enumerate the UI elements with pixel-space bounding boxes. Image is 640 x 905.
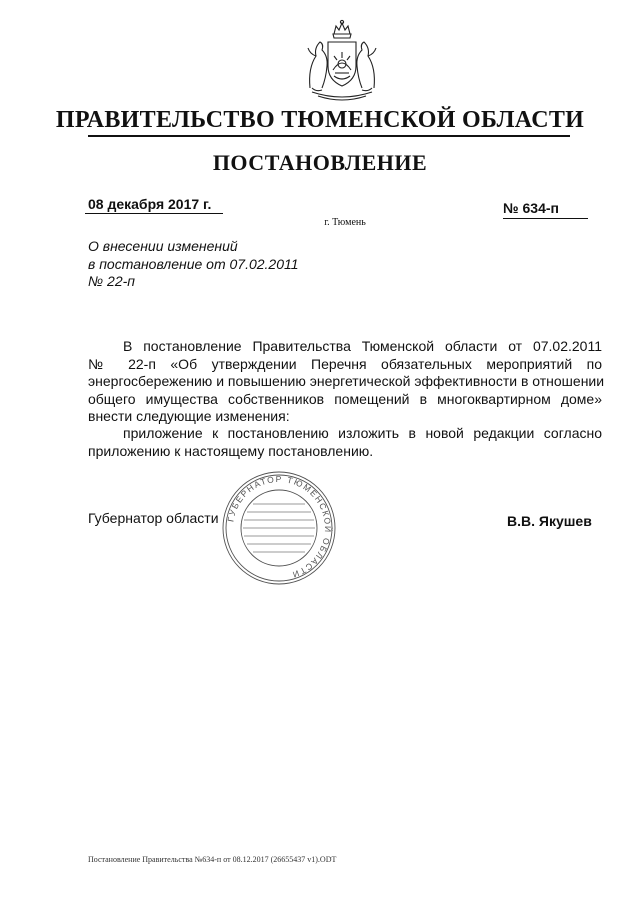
paragraph-line: приложению к настоящему постановлению.	[88, 442, 374, 459]
paragraph-line: внести следующие изменения:	[88, 408, 290, 424]
government-title: ПРАВИТЕЛЬСТВО ТЮМЕНСКОЙ ОБЛАСТИ	[55, 107, 585, 133]
title-divider	[88, 135, 570, 137]
official-stamp-seal	[221, 470, 337, 586]
city-label: г. Тюмень	[324, 217, 366, 228]
body-paragraph-2	[88, 425, 602, 460]
document-subject	[88, 238, 299, 291]
paragraph-line: приложение к постановлению изложить в новой редакции согласно	[123, 425, 602, 441]
coat-of-arms-icon	[300, 18, 384, 104]
document-footer: Постановление Правительства №634-п от 08.12.2017 (26655437 v1).ODT	[88, 855, 337, 864]
document-city	[0, 217, 640, 228]
subject-line: № 22-п	[88, 273, 135, 289]
document-number: № 634-п	[503, 200, 559, 216]
signer-name: В.В. Якушев	[507, 513, 592, 529]
paragraph-line: В постановление Правительства Тюменской области от 07.02.2011	[123, 338, 602, 354]
document-type: ПОСТАНОВЛЕНИЕ	[212, 150, 428, 175]
paragraph-line: № 22-п «Об утверждении Перечня обязательных мероприятий по	[88, 355, 602, 372]
seal-text: ГУБЕРНАТОР ТЮМЕНСКОЙ ОБЛАСТИ	[225, 473, 334, 581]
signer-position: Губернатор области	[88, 510, 219, 526]
body-paragraph-1	[88, 338, 605, 426]
subject-line: О внесении изменений	[88, 238, 238, 254]
subject-line: в постановление от 07.02.2011	[88, 255, 299, 272]
paragraph-line: энергосбережению и повышению энергетической эффективности в отношении	[88, 373, 605, 389]
paragraph-line: общего имущества собственников помещений в многоквартирном доме»	[88, 390, 602, 407]
document-date: 08 декабря 2017 г.	[88, 196, 212, 212]
date-underline	[85, 213, 223, 214]
